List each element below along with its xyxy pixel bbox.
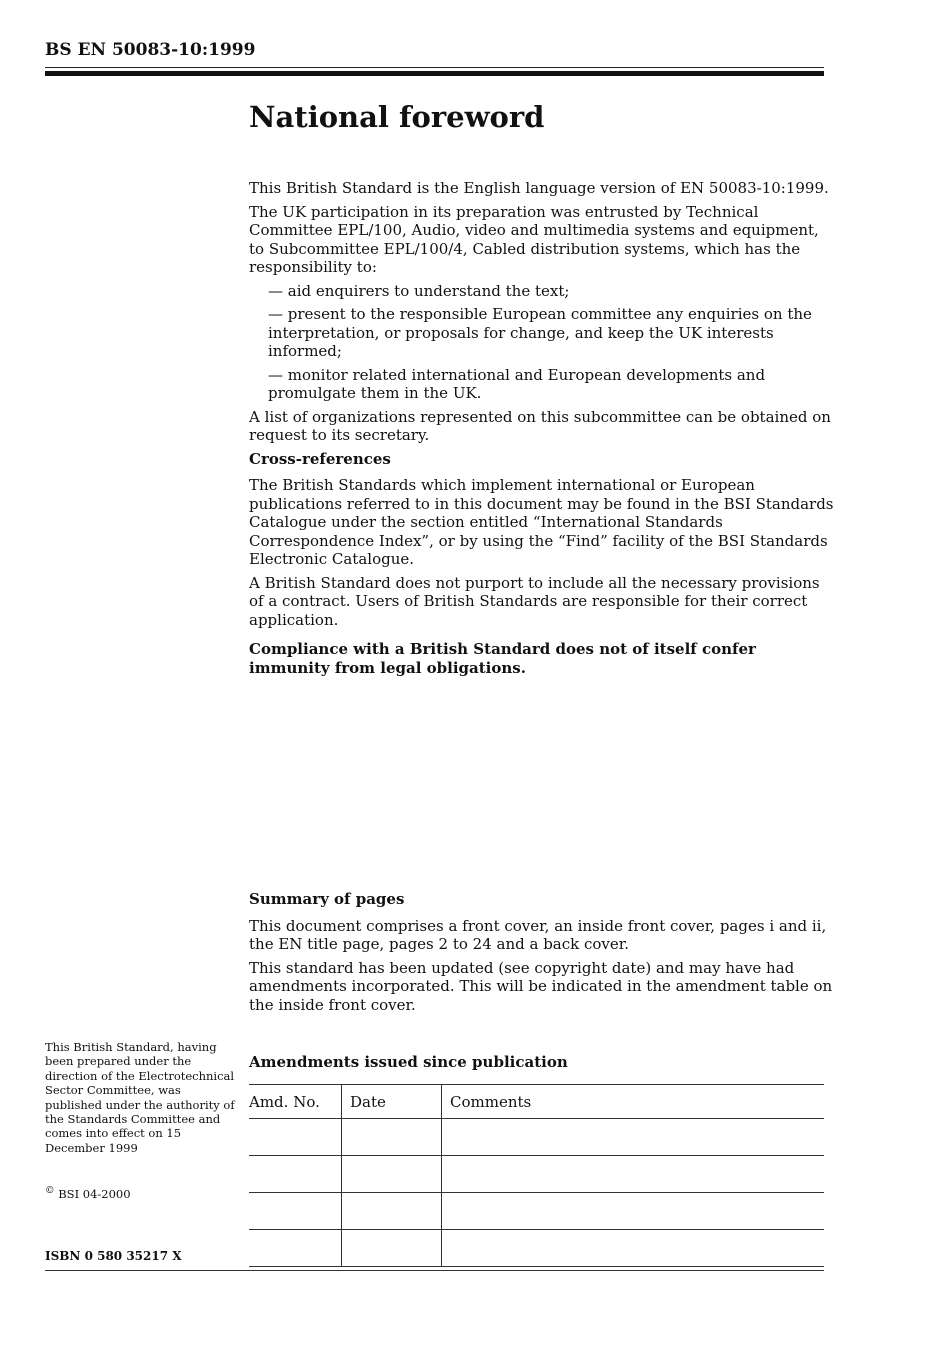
table-cell xyxy=(342,1193,442,1230)
table-header-row xyxy=(249,1085,824,1119)
table-row xyxy=(249,1193,824,1230)
table-cell xyxy=(442,1230,825,1267)
table-cell xyxy=(342,1119,442,1156)
paragraph-provisions: A British Standard does not purport to include all the necessary provisions of a contract. Users of British Standards are responsible for their correct application. xyxy=(249,573,820,629)
table-cell xyxy=(249,1230,342,1267)
isbn: ISBN 0 580 35217 X xyxy=(45,1249,182,1263)
foreword-body xyxy=(249,179,834,682)
table-cell xyxy=(249,1156,342,1193)
amendments-heading: Amendments issued since publication xyxy=(249,1053,568,1071)
bullet-item: — aid enquirers to understand the text; xyxy=(268,281,570,300)
table-cell xyxy=(249,1119,342,1156)
copyright-symbol: © xyxy=(45,1185,55,1196)
table-cell xyxy=(342,1156,442,1193)
table-row xyxy=(249,1119,824,1156)
bullet-item: — monitor related international and European developments and promulgate them in the UK. xyxy=(268,365,766,402)
summary-paragraph: This document comprises a front cover, an inside front cover, pages i and ii, the EN title page, pages 2 to 24 and a back cover. xyxy=(249,916,827,953)
table-row xyxy=(249,1156,824,1193)
page-title: National foreword xyxy=(249,100,545,134)
header-rule-thick xyxy=(45,71,824,76)
bullet-item: — present to the responsible European committee any enquiries on the interpretation, or proposals for change, and keep the UK interests informed; xyxy=(268,305,812,360)
document-id-header: BS EN 50083-10:1999 xyxy=(45,40,256,60)
paragraph-participation: The UK participation in its preparation was entrusted by Technical Committee EPL/100, Audio, video and multimedia systems and equipment, to Subcommittee EPL/100/4, Cabled distribution systems, which has the responsibility to: xyxy=(249,202,819,276)
paragraph-crossref: The British Standards which implement international or European publications referred to in this document may be found in the BSI Standards Catalogue under the section entitled “International Standards Correspondence Index”, or by using the “Find” facility of the BSI Standards Electronic Catalogue. xyxy=(249,476,834,568)
summary-section xyxy=(249,890,834,1019)
summary-paragraph: This standard has been updated (see copyright date) and may have had amendments incorporated. This will be indicated in the amendment table on the inside front cover. xyxy=(249,958,833,1014)
compliance-statement: Compliance with a British Standard does not of itself confer immunity from legal obligations. xyxy=(249,640,756,677)
summary-heading: Summary of pages xyxy=(249,890,405,908)
publication-note: This British Standard, having been prepared under the direction of the Electrotechnical Sector Committee, was published under the authority of the Standards Committee and comes into effect on 15 December 1999 xyxy=(45,1040,235,1155)
table-cell xyxy=(442,1193,825,1230)
table-row xyxy=(249,1230,824,1267)
header-rule-thin xyxy=(45,67,824,68)
amendments-table xyxy=(249,1084,824,1267)
column-header-date: Date xyxy=(342,1085,442,1119)
table-cell xyxy=(442,1119,825,1156)
paragraph-organizations: A list of organizations represented on this subcommittee can be obtained on request to its secretary. xyxy=(249,407,831,444)
copyright-text: BSI 04-2000 xyxy=(58,1186,131,1201)
copyright-line xyxy=(45,1184,240,1201)
crossref-heading: Cross-references xyxy=(249,449,391,468)
column-header-amd-no: Amd. No. xyxy=(249,1085,342,1119)
column-header-comments: Comments xyxy=(442,1085,825,1119)
table-cell xyxy=(249,1193,342,1230)
table-cell xyxy=(442,1156,825,1193)
footer-rule xyxy=(45,1270,824,1271)
paragraph-intro: This British Standard is the English language version of EN 50083-10:1999. xyxy=(249,179,829,197)
table-cell xyxy=(342,1230,442,1267)
